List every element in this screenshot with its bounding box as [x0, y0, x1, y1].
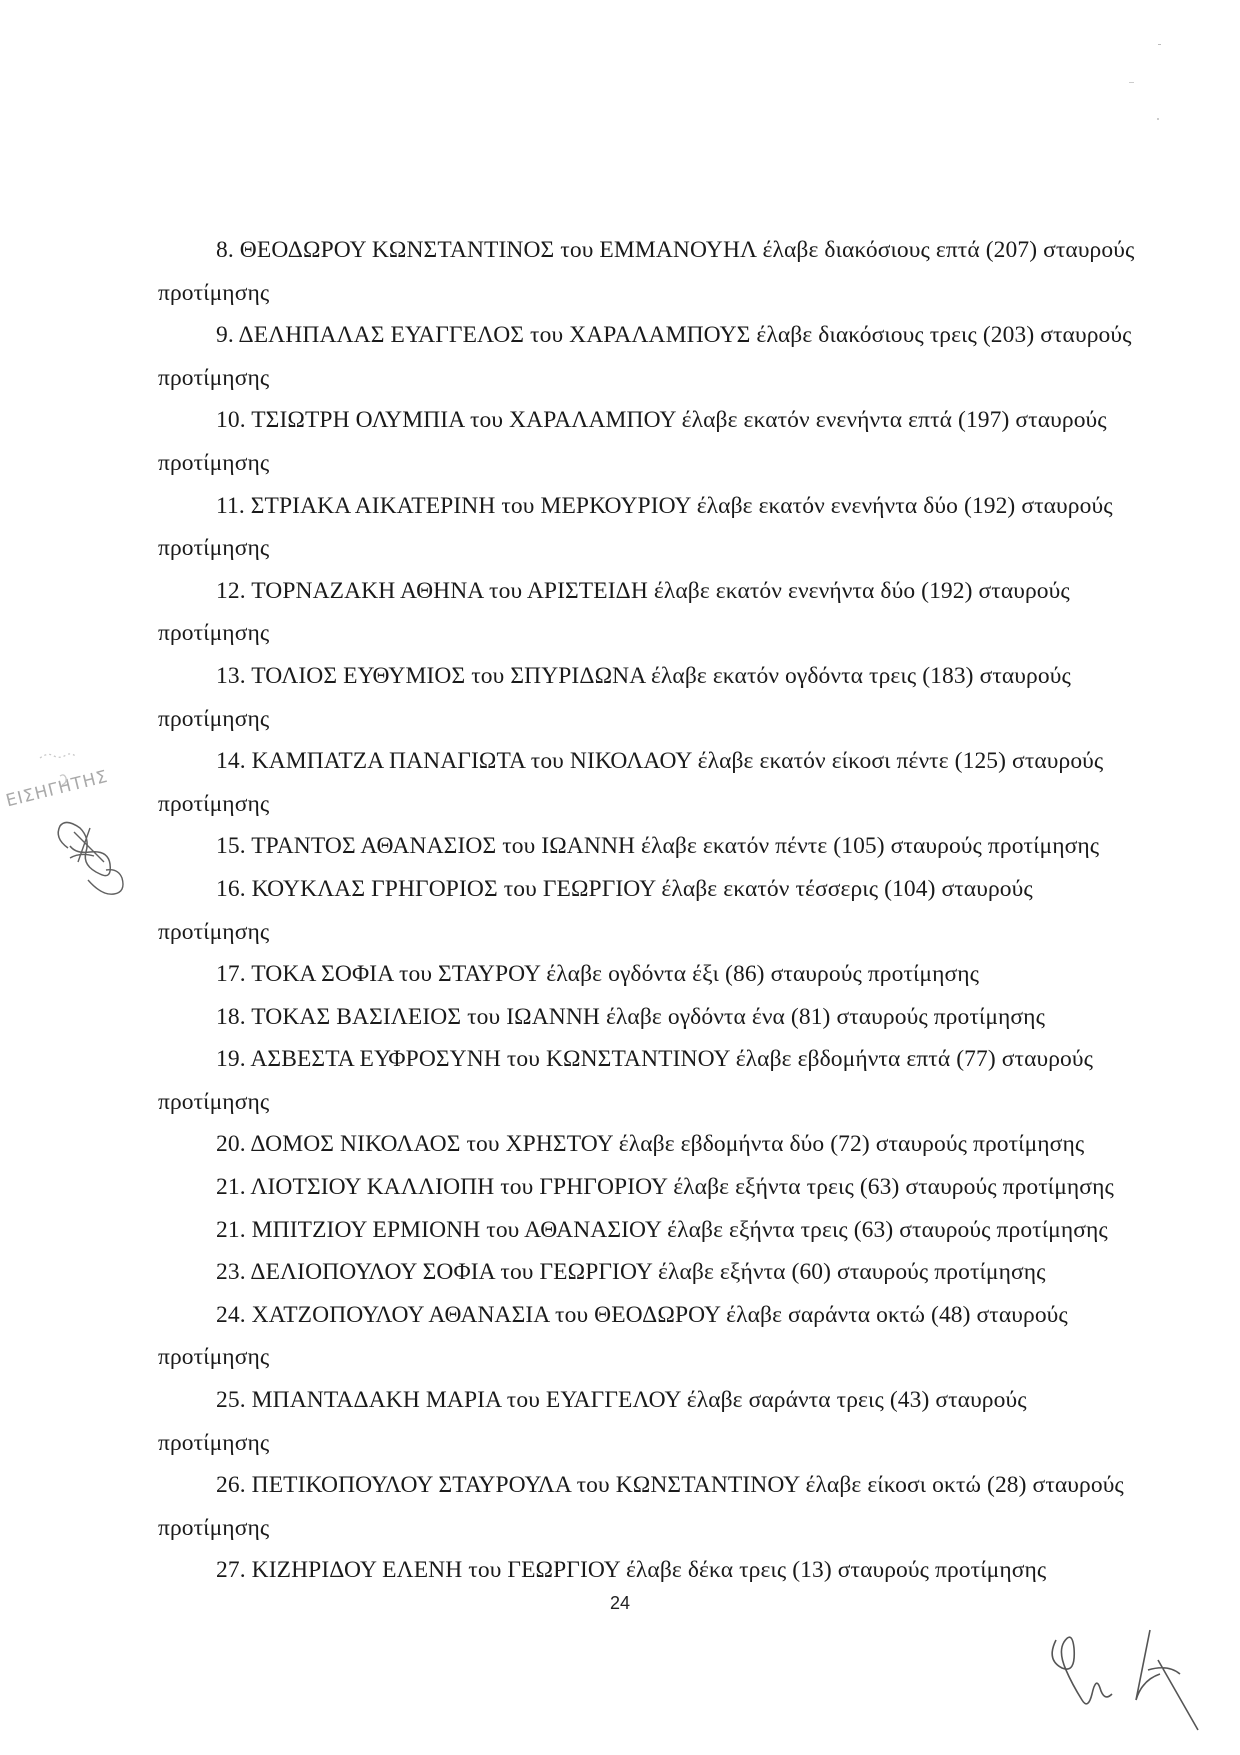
list-item: 25. ΜΠΑΝΤΑΔΑΚΗ ΜΑΡΙΑ του ΕΥΑΓΓΕΛΟΥ έλαβε σαράντα τρεις (43) σταυρούς προτίμησης: [158, 1387, 1027, 1456]
list-item: 11. ΣΤΡΙΑΚΑ ΑΙΚΑΤΕΡΙΝΗ του ΜΕΡΚΟΥΡΙΟΥ έλαβε εκατόν ενενήντα δύο (192) σταυρούς προτίμησης: [158, 492, 1113, 562]
entries-list: [158, 229, 1138, 1592]
list-item: 21. ΜΠΙΤΖΙΟΥ ΕΡΜΙΟΝΗ του ΑΘΑΝΑΣΙΟΥ έλαβε εξήντα τρεις (63) σταυρούς προτίμησης: [216, 1216, 1108, 1243]
list-item: 16. ΚΟΥΚΛΑΣ ΓΡΗΓΟΡΙΟΣ του ΓΕΩΡΓΙΟΥ έλαβε εκατόν τέσσερις (104) σταυρούς προτίμησης: [158, 875, 1033, 945]
list-item: 15. ΤΡΑΝΤΟΣ ΑΘΑΝΑΣΙΟΣ του ΙΩΑΝΝΗ έλαβε εκατόν πέντε (105) σταυρούς προτίμησης: [216, 833, 1100, 860]
stamp-text: ΕΙΣΗΓΗΤΗΣ: [4, 766, 111, 812]
list-item: 27. ΚΙΖΗΡΙΔΟΥ ΕΛΕΝΗ του ΓΕΩΡΓΙΟΥ έλαβε δέκα τρεις (13) σταυρούς προτίμησης: [216, 1557, 1047, 1584]
list-item: 13. ΤΟΛΙΟΣ ΕΥΘΥΜΙΟΣ του ΣΠΥΡΙΔΩΝΑ έλαβε εκατόν ογδόντα τρεις (183) σταυρούς προτίμησης: [158, 662, 1071, 732]
rapporteur-stamp: [0, 740, 160, 950]
list-item: 17. ΤΟΚΑ ΣΟΦΙΑ του ΣΤΑΥΡΟΥ έλαβε ογδόντα έξι (86) σταυρούς προτίμησης: [216, 961, 980, 988]
list-item: 24. ΧΑΤΖΟΠΟΥΛΟΥ ΑΘΑΝΑΣΙΑ του ΘΕΟΔΩΡΟΥ έλαβε σαράντα οκτώ (48) σταυρούς προτίμησης: [158, 1301, 1068, 1371]
scan-speck: [1157, 118, 1159, 120]
scan-speck: [1129, 82, 1134, 83]
list-item: 14. ΚΑΜΠΑΤΖΑ ΠΑΝΑΓΙΩΤΑ του ΝΙΚΟΛΑΟΥ έλαβε εκατόν είκοσι πέντε (125) σταυρούς προτίμησης: [158, 748, 1104, 817]
list-item: 12. ΤΟΡΝΑΖΑΚΗ ΑΘΗΝΑ του ΑΡΙΣΤΕΙΔΗ έλαβε εκατόν ενενήντα δύο (192) σταυρούς προτίμησης: [158, 577, 1070, 647]
scan-speck: [1158, 44, 1161, 45]
list-item: 18. ΤΟΚΑΣ ΒΑΣΙΛΕΙΟΣ του ΙΩΑΝΝΗ έλαβε ογδόντα ένα (81) σταυρούς προτίμησης: [216, 1003, 1045, 1030]
signature-scribble-icon: [0, 740, 160, 950]
list-item: 8. ΘΕΟΔΩΡΟΥ ΚΩΝΣΤΑΝΤΙΝΟΣ του ΕΜΜΑΝΟΥΗΛ έλαβε διακόσιους επτά (207) σταυρούς προτίμησης: [158, 237, 1135, 306]
list-item: 9. ΔΕΛΗΠΑΛΑΣ ΕΥΑΓΓΕΛΟΣ του ΧΑΡΑΛΑΜΠΟΥΣ έλαβε διακόσιους τρεις (203) σταυρούς προτίμησης: [158, 322, 1132, 391]
list-item: 26. ΠΕΤΙΚΟΠΟΥΛΟΥ ΣΤΑΥΡΟΥΛΑ του ΚΩΝΣΤΑΝΤΙΝΟΥ έλαβε είκοσι οκτώ (28) σταυρούς προτίμησης: [158, 1472, 1124, 1541]
list-item: 20. ΔΟΜΟΣ ΝΙΚΟΛΑΟΣ του ΧΡΗΣΤΟΥ έλαβε εβδομήντα δύο (72) σταυρούς προτίμησης: [216, 1131, 1085, 1158]
list-item: 19. ΑΣΒΕΣΤΑ ΕΥΦΡΟΣΥΝΗ του ΚΩΝΣΤΑΝΤΙΝΟΥ έλαβε εβδομήντα επτά (77) σταυρούς προτίμησης: [158, 1046, 1094, 1115]
list-item: 10. ΤΣΙΩΤΡΗ ΟΛΥΜΠΙΑ του ΧΑΡΑΛΑΜΠΟΥ έλαβε εκατόν ενενήντα επτά (197) σταυρούς προτίμησης: [158, 407, 1107, 476]
list-item: 23. ΔΕΛΙΟΠΟΥΛΟΥ ΣΟΦΙΑ του ΓΕΩΡΓΙΟΥ έλαβε εξήντα (60) σταυρούς προτίμησης: [216, 1259, 1046, 1286]
list-item: 21. ΛΙΟΤΣΙΟΥ ΚΑΛΛΙΟΠΗ του ΓΡΗΓΟΡΙΟΥ έλαβε εξήντα τρεις (63) σταυρούς προτίμησης: [216, 1174, 1114, 1201]
initials-signature-icon: [1040, 1610, 1220, 1740]
page-number: 24: [609, 1593, 631, 1613]
